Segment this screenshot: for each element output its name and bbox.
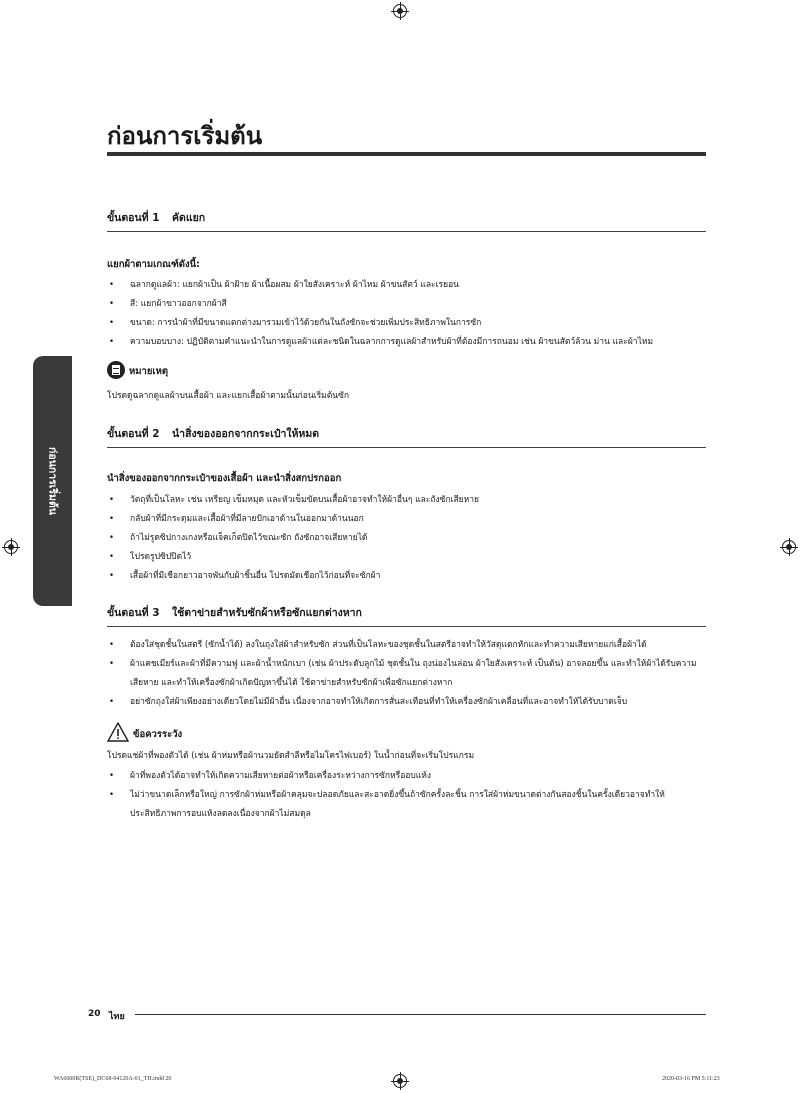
page-language: ไทย (109, 1012, 125, 1022)
page-number: 20 (88, 1009, 101, 1019)
print-file-slug: WA6000R(TSE)_DC68-04120A-01_TH.indd 20 (54, 1076, 172, 1082)
print-date-slug: 2020-03-16 PM 5:11:23 (662, 1076, 720, 1082)
caution-text: โปรดแช่ผ้าที่พองตัวได้ (เช่น ผ้าห่มหรือผ้านวมยัดสำลีหรือไมโครไฟเบอร์) ในน้ำก่อนที่จะเริ่มโปรแกรม (107, 751, 475, 761)
list-item: • ต้องใส่ชุดชั้นในสตรี (ซักน้ำได้) ลงในถุงใส่ผ้าสำหรับซัก ส่วนที่เป็นโลหะของชุดชั้นในสตรีอาจทำให้วัสดุแตกหักและทำความเสียหายแก่เสื้อผ้าได้ (109, 640, 647, 650)
list-item: • วัตถุที่เป็นโลหะ เช่น เหรียญ เข็มหมุด และหัวเข็มขัดบนเสื้อผ้าอาจทำให้ผ้าอื่นๆ และถังซักเสียหาย (109, 495, 479, 505)
step-3-list (107, 636, 706, 712)
list-item: • ขนาด: การนำผ้าที่มีขนาดแตกต่างมารวมเข้าไว้ด้วยกันในถังซักจะช่วยเพิ่มประสิทธิภาพในการซัก (109, 318, 482, 328)
note-label: หมายเหตุ (129, 366, 169, 377)
list-item: • ถ้าไม่รูดซิปกางเกงหรือแจ็คเก็ตปิดไว้ขณะซัก ถังซักอาจเสียหายได้ (109, 533, 368, 543)
list-item: • ความบอบบาง: ปฏิบัติตามคำแนะนำในการดูแลผ้าแต่ละชนิดในฉลากการดูแลผ้าสำหรับผ้าที่ต้องมีการถนอม เช่น ผ้าขนสัตว์ล้วน ม่าน และผ้าไหม (109, 337, 654, 347)
chapter-side-tab (33, 356, 72, 606)
list-item: • โปรดรูปซิปปิดไว้ (109, 552, 192, 562)
step-2-title: นำสิ่งของออกจากกระเป๋าให้หมด (172, 428, 320, 440)
list-item: • กลับผ้าที่มีกระดุมและเสื้อผ้าที่มีลายปักเอาด้านในออกมาด้านนอก (109, 514, 364, 524)
step-1-list (107, 276, 706, 352)
list-item: • ผ้าที่พองตัวได้อาจทำให้เกิดความเสียหายต่อผ้าหรือเครื่องระหว่างการซักหรืออบแห้ง (109, 771, 432, 781)
registration-mark-top (393, 4, 407, 18)
step-3-title: ใช้ตาข่ายสำหรับซักผ้าหรือซักแยกต่างหาก (172, 607, 362, 619)
step-3-number: ขั้นตอนที่ 3 (107, 607, 160, 619)
caution-label: ข้อควรระวัง (133, 729, 183, 740)
step-3-heading (107, 604, 706, 627)
page-title: ก่อนการเริ่มต้น (107, 122, 263, 150)
step-1-heading (107, 209, 706, 232)
title-rule (107, 152, 706, 156)
registration-mark-left (4, 540, 18, 554)
step-1-title: คัดแยก (172, 212, 206, 224)
step-2-list (107, 491, 706, 586)
warning-triangle-icon (107, 722, 129, 742)
caution-list (107, 767, 706, 824)
step-1-number: ขั้นตอนที่ 1 (107, 212, 160, 224)
registration-mark-bottom (393, 1074, 407, 1088)
footer-rule (135, 1014, 706, 1015)
step-2-subheading: นำสิ่งของออกจากกระเป๋าของเสื้อผ้า และนำสิ่งสกปรกออก (107, 473, 342, 484)
step-2-heading (107, 425, 706, 448)
list-item: • ผ้าแคชเมียร์และผ้าที่มีความฟู และผ้าน้ำหนักเบา (เช่น ผ้าประดับลูกไม้ ชุดชั้นใน ถุงน่องไนล่อน ผ้าใยสังเคราะห์ เป็นต้น) อาจลอยขึ้น และทำให้ผ้าได้รับความเสียหาย และทำให้เครื่องซักผ้าเกิดปัญหาขึ้นได้ ใช้ตาข่ายสำหรับซักผ้าเพื่อซักแยกต่างหาก (109, 659, 697, 688)
chapter-side-tab-label: ก่อนการเริ่มต้น (46, 447, 58, 515)
note-text: โปรดดูฉลากดูแลผ้าบนเสื้อผ้า และแยกเสื้อผ้าตามนั้นก่อนเริ่มต้นซัก (107, 391, 350, 401)
list-item: • อย่าซักถุงใส่ผ้าเพียงอย่างเดียวโดยไม่มีผ้าอื่น เนื่องจากอาจทำให้เกิดการสั่นสะเทือนที่ทำให้เครื่องซักผ้าเคลื่อนที่และอาจทำให้ได้รับบาดเจ็บ (109, 697, 628, 707)
list-item: • สี: แยกผ้าขาวออกจากผ้าสี (109, 299, 227, 309)
list-item: • ฉลากดูแลผ้า: แยกผ้าเป็น ผ้าฝ้าย ผ้าเนื้อผสม ผ้าใยสังเคราะห์ ผ้าไหม ผ้าขนสัตว์ และเรยอน (109, 280, 459, 290)
step-1-subheading: แยกผ้าตามเกณฑ์ดังนี้: (107, 259, 200, 270)
note-icon (107, 361, 125, 379)
registration-mark-right (782, 540, 796, 554)
list-item: • เสื้อผ้าที่มีเชือกยาวอาจพันกับผ้าชิ้นอื่น โปรดมัดเชือกไว้ก่อนที่จะซักผ้า (109, 571, 381, 581)
step-2-number: ขั้นตอนที่ 2 (107, 428, 160, 440)
list-item: • ไม่ว่าขนาดเล็กหรือใหญ่ การซักผ้าห่มหรือผ้าคลุมจะปลอดภัยและสะอาดยิ่งขึ้นถ้าซักครั้งละชิ้น การใส่ผ้าห่มขนาดต่างกันสองชิ้นในครั้งเดียวอาจทำให้ประสิทธิภาพการอบแห้งลดลงเนื่องจากผ้าไม่สมดุล (109, 790, 665, 819)
